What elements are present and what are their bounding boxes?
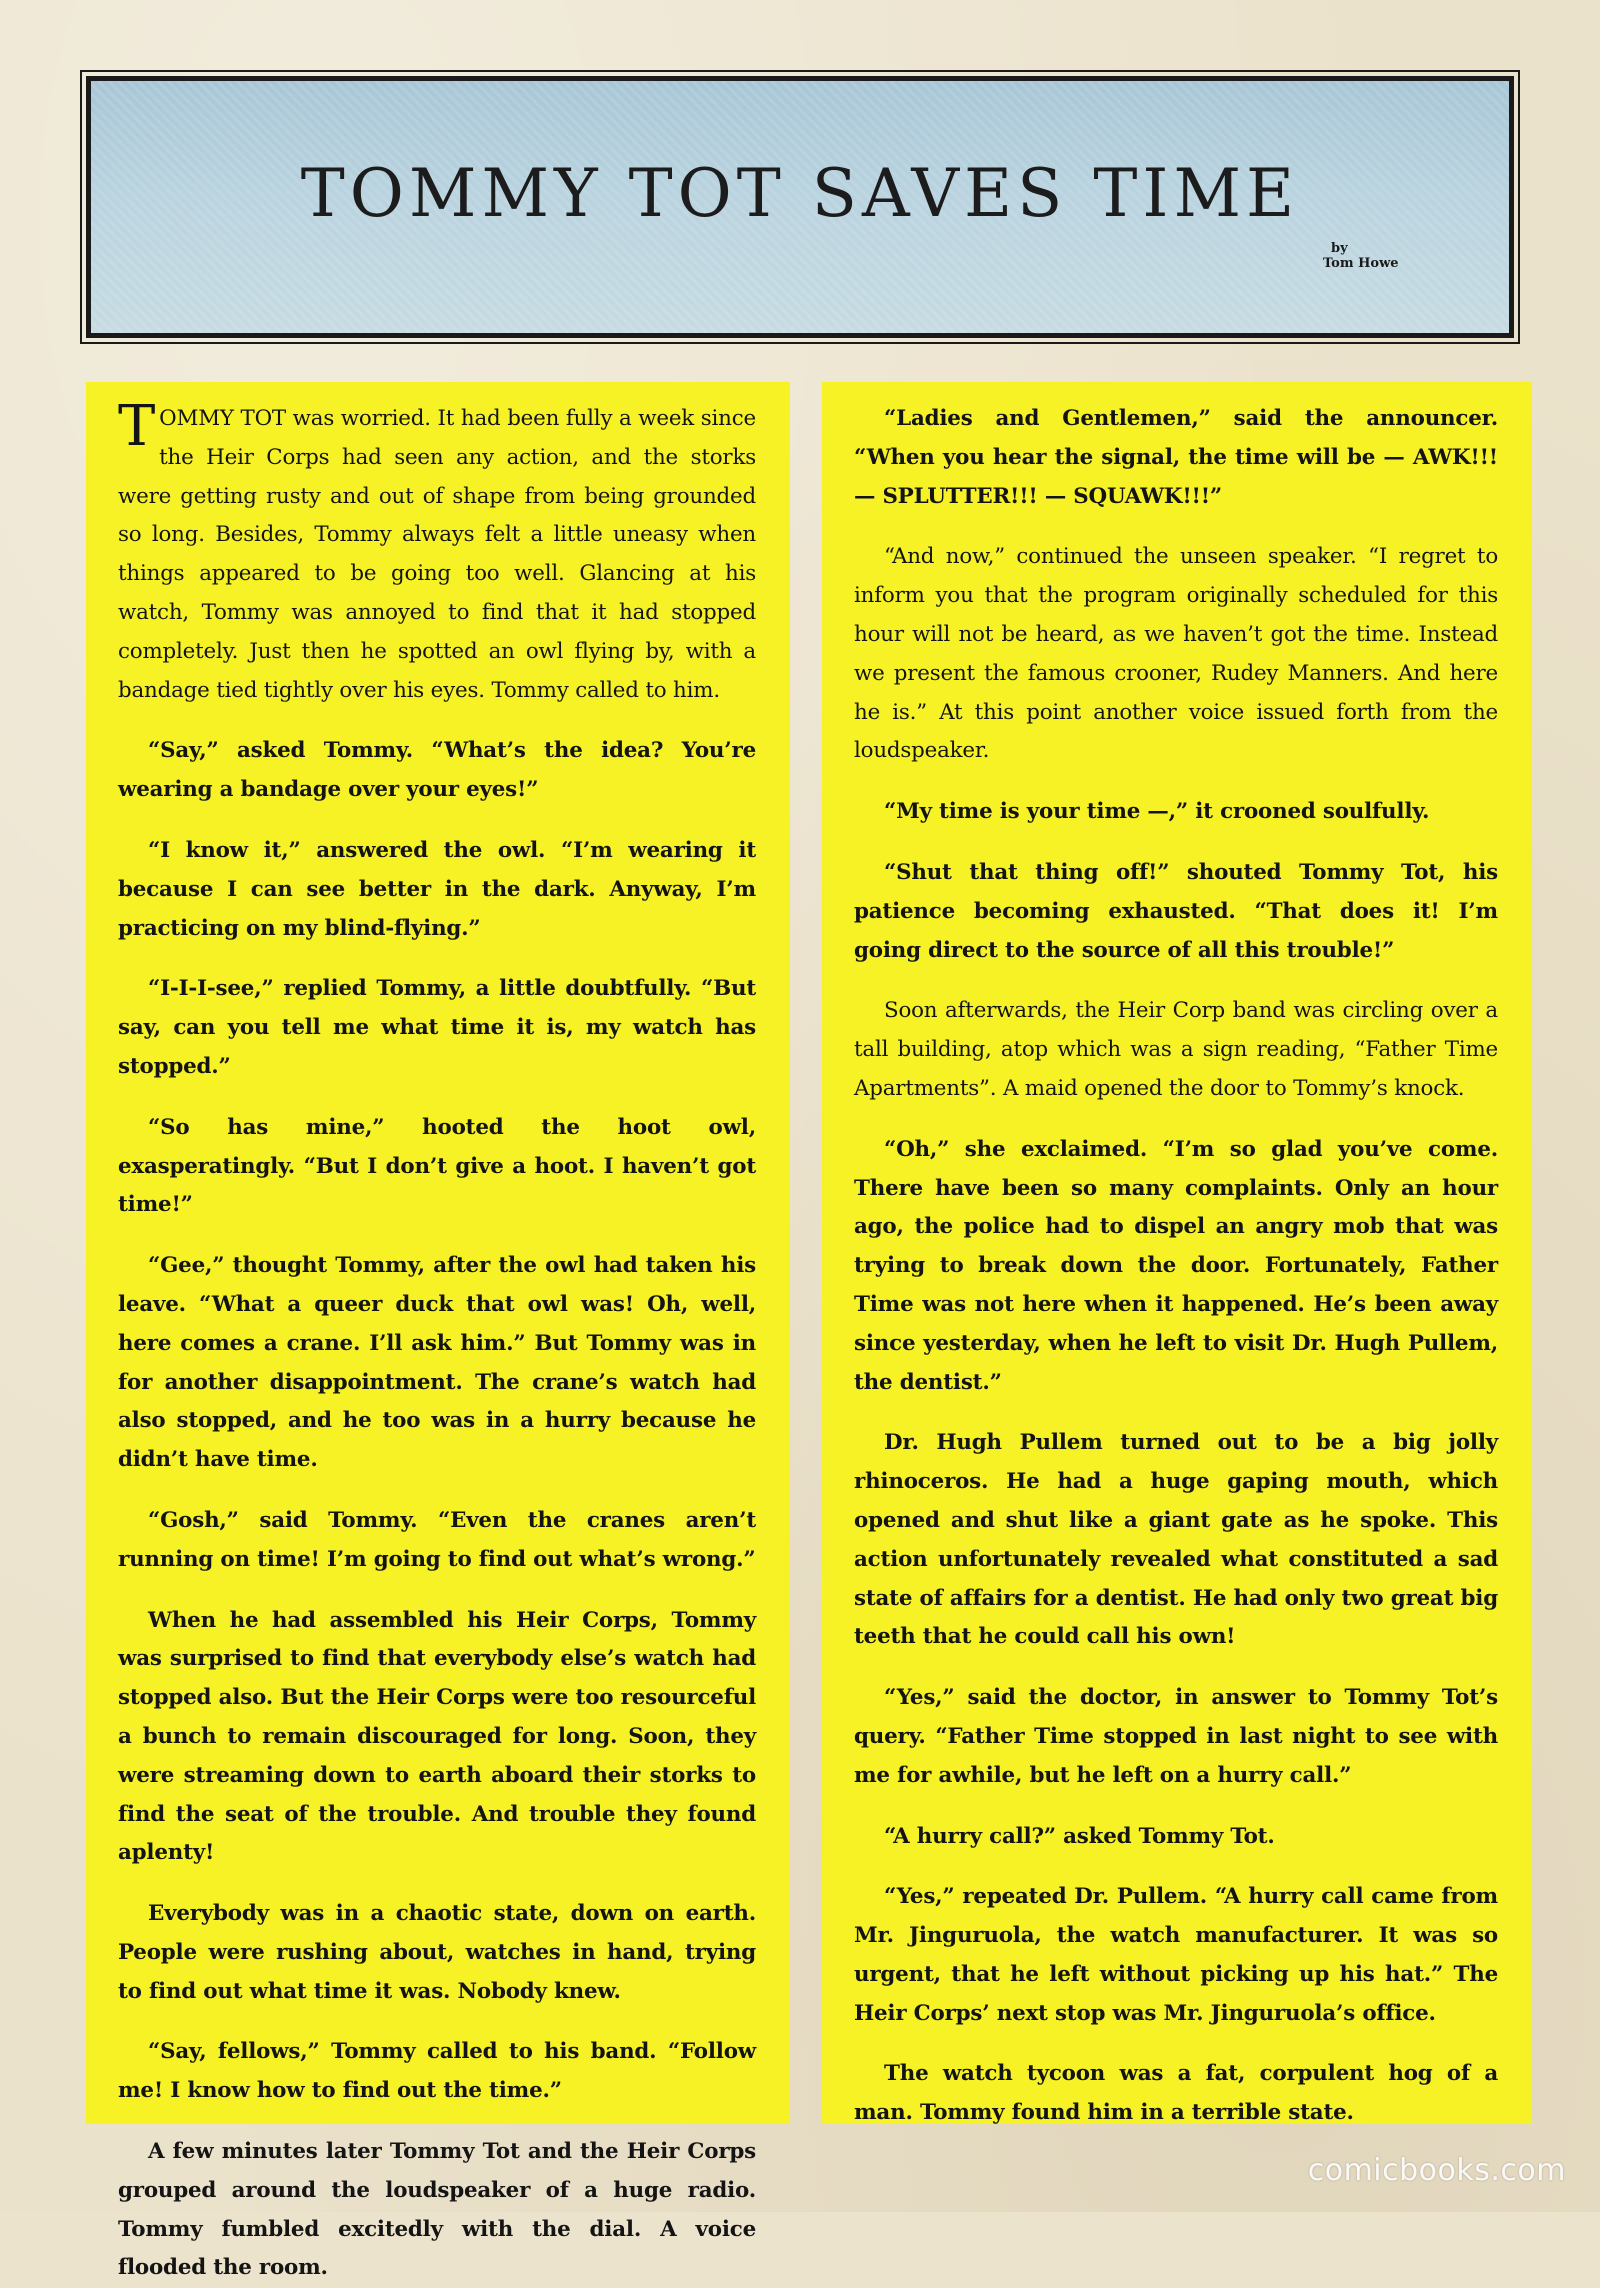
story-paragraph: When he had assembled his Heir Corps, Tommy was surprised to find that everybody else’s watch had stopped also. But the Heir Corps were too resourceful a bunch to remain discouraged for long. Soon, they were streaming down to earth aboard their storks to find the seat of the trouble. And trouble they found aplenty! [118, 1607, 756, 1866]
title-banner [86, 76, 1514, 338]
story-paragraph: “My time is your time —,” it crooned soulfully. [884, 799, 1430, 825]
story-paragraph: “Oh,” she exclaimed. “I’m so glad you’ve come. There have been so many complaints. Only an hour ago, the police had to dispel an angry mob that was trying to break down the door. Fortunately, Father Time was not here when it happened. He’s been away since yesterday, when he left to visit Dr. Hugh Pullem, the dentist.” [854, 1136, 1498, 1395]
story-paragraph: A few minutes later Tommy Tot and the Heir Corps grouped around the loudspeaker of a huge radio. Tommy fumbled excitedly with the dial. A voice flooded the room. [118, 2139, 756, 2281]
story-paragraph: Dr. Hugh Pullem turned out to be a big jolly rhinoceros. He had a huge gaping mouth, which opened and shut like a giant gate as he spoke. This action unfortunately revealed what constituted a sad state of affairs for a dentist. He had only two great big teeth that he could call his own! [854, 1430, 1498, 1650]
story-paragraph: “Yes,” repeated Dr. Pullem. “A hurry call came from Mr. Jinguruola, the watch manufacturer. It was so urgent, that he left without picking up his hat.” The Heir Corps’ next stop was Mr. Jinguruola’s office. [854, 1884, 1498, 2026]
story-title: TOMMY TOT SAVES TIME [300, 155, 1300, 232]
story-paragraph: “And now,” continued the unseen speaker. “I regret to inform you that the program originally scheduled for this hour will not be heard, as we haven’t got the time. Instead we present the famous crooner, Rudey Manners. And here he is.” At this point another voice issued forth from the loudspeaker. [854, 544, 1498, 764]
story-paragraph: “Ladies and Gentlemen,” said the announcer. “When you hear the signal, the time will be — AWK!!! — SPLUTTER!!! — SQUAWK!!!” [854, 406, 1498, 509]
story-paragraph: “Yes,” said the doctor, in answer to Tommy Tot’s query. “Father Time stopped in last night to see with me for awhile, but he left on a hurry call.” [854, 1685, 1498, 1788]
story-paragraph: Everybody was in a chaotic state, down on earth. People were rushing about, watches in hand, trying to find out what time it was. Nobody knew. [118, 1901, 756, 2004]
story-paragraph: “I-I-I-see,” replied Tommy, a little doubtfully. “But say, can you tell me what time it is, my watch has stopped.” [118, 976, 756, 1079]
story-paragraph: “Gosh,” said Tommy. “Even the cranes aren’t running on time! I’m going to find out what’s wrong.” [118, 1507, 756, 1572]
byline [1323, 241, 1443, 271]
story-paragraph: “Say, fellows,” Tommy called to his band. “Follow me! I know how to find out the time.” [118, 2039, 756, 2104]
story-paragraph: “Say,” asked Tommy. “What’s the idea? You’re wearing a bandage over your eyes!” [118, 738, 756, 803]
story-column-right [822, 382, 1532, 2124]
story-paragraph: Soon afterwards, the Heir Corp band was circling over a tall building, atop which was a sign reading, “Father Time Apartments”. A maid opened the door to Tommy’s knock. [854, 998, 1498, 1101]
story-paragraph: “Shut that thing off!” shouted Tommy Tot, his patience becoming exhausted. “That does it! I’m going direct to the source of all this trouble!” [854, 859, 1498, 963]
story-paragraph: “I know it,” answered the owl. “I’m wearing it because I can see better in the dark. Anyway, I’m practicing on my blind-flying.” [118, 837, 756, 941]
story-paragraph: The watch tycoon was a fat, corpulent hog of a man. Tommy found him in a terrible state. [854, 2061, 1498, 2126]
story-paragraph: “Gee,” thought Tommy, after the owl had taken his leave. “What a queer duck that owl was! Oh, well, here comes a crane. I’ll ask him.” But Tommy was in for another disappointment. The crane’s watch had also stopped, and he too was in a hurry because he didn’t have time. [118, 1253, 756, 1473]
story-paragraph: “A hurry call?” asked Tommy Tot. [884, 1823, 1275, 1849]
byline-by: by [1331, 241, 1348, 256]
drop-cap: T [118, 394, 156, 459]
story-paragraph: TOMMY TOT was worried. It had been fully a week since the Heir Corps had seen any action, and the storks were getting rusty and out of shape from being grounded so long. Besides, Tommy always felt a little uneasy when things appeared to be going too well. Glancing at his watch, Tommy was annoyed to find that it had stopped completely. Just then he spotted an owl flying by, with a bandage tied tightly over his eyes. Tommy called to him. [118, 394, 756, 703]
story-paragraph: “So has mine,” hooted the hoot owl, exasperatingly. “But I don’t give a hoot. I haven’t got time!” [118, 1114, 756, 1218]
site-watermark: comicbooks.com [1307, 2153, 1566, 2188]
story-column-left [86, 382, 790, 2281]
byline-author: Tom Howe [1323, 256, 1399, 271]
